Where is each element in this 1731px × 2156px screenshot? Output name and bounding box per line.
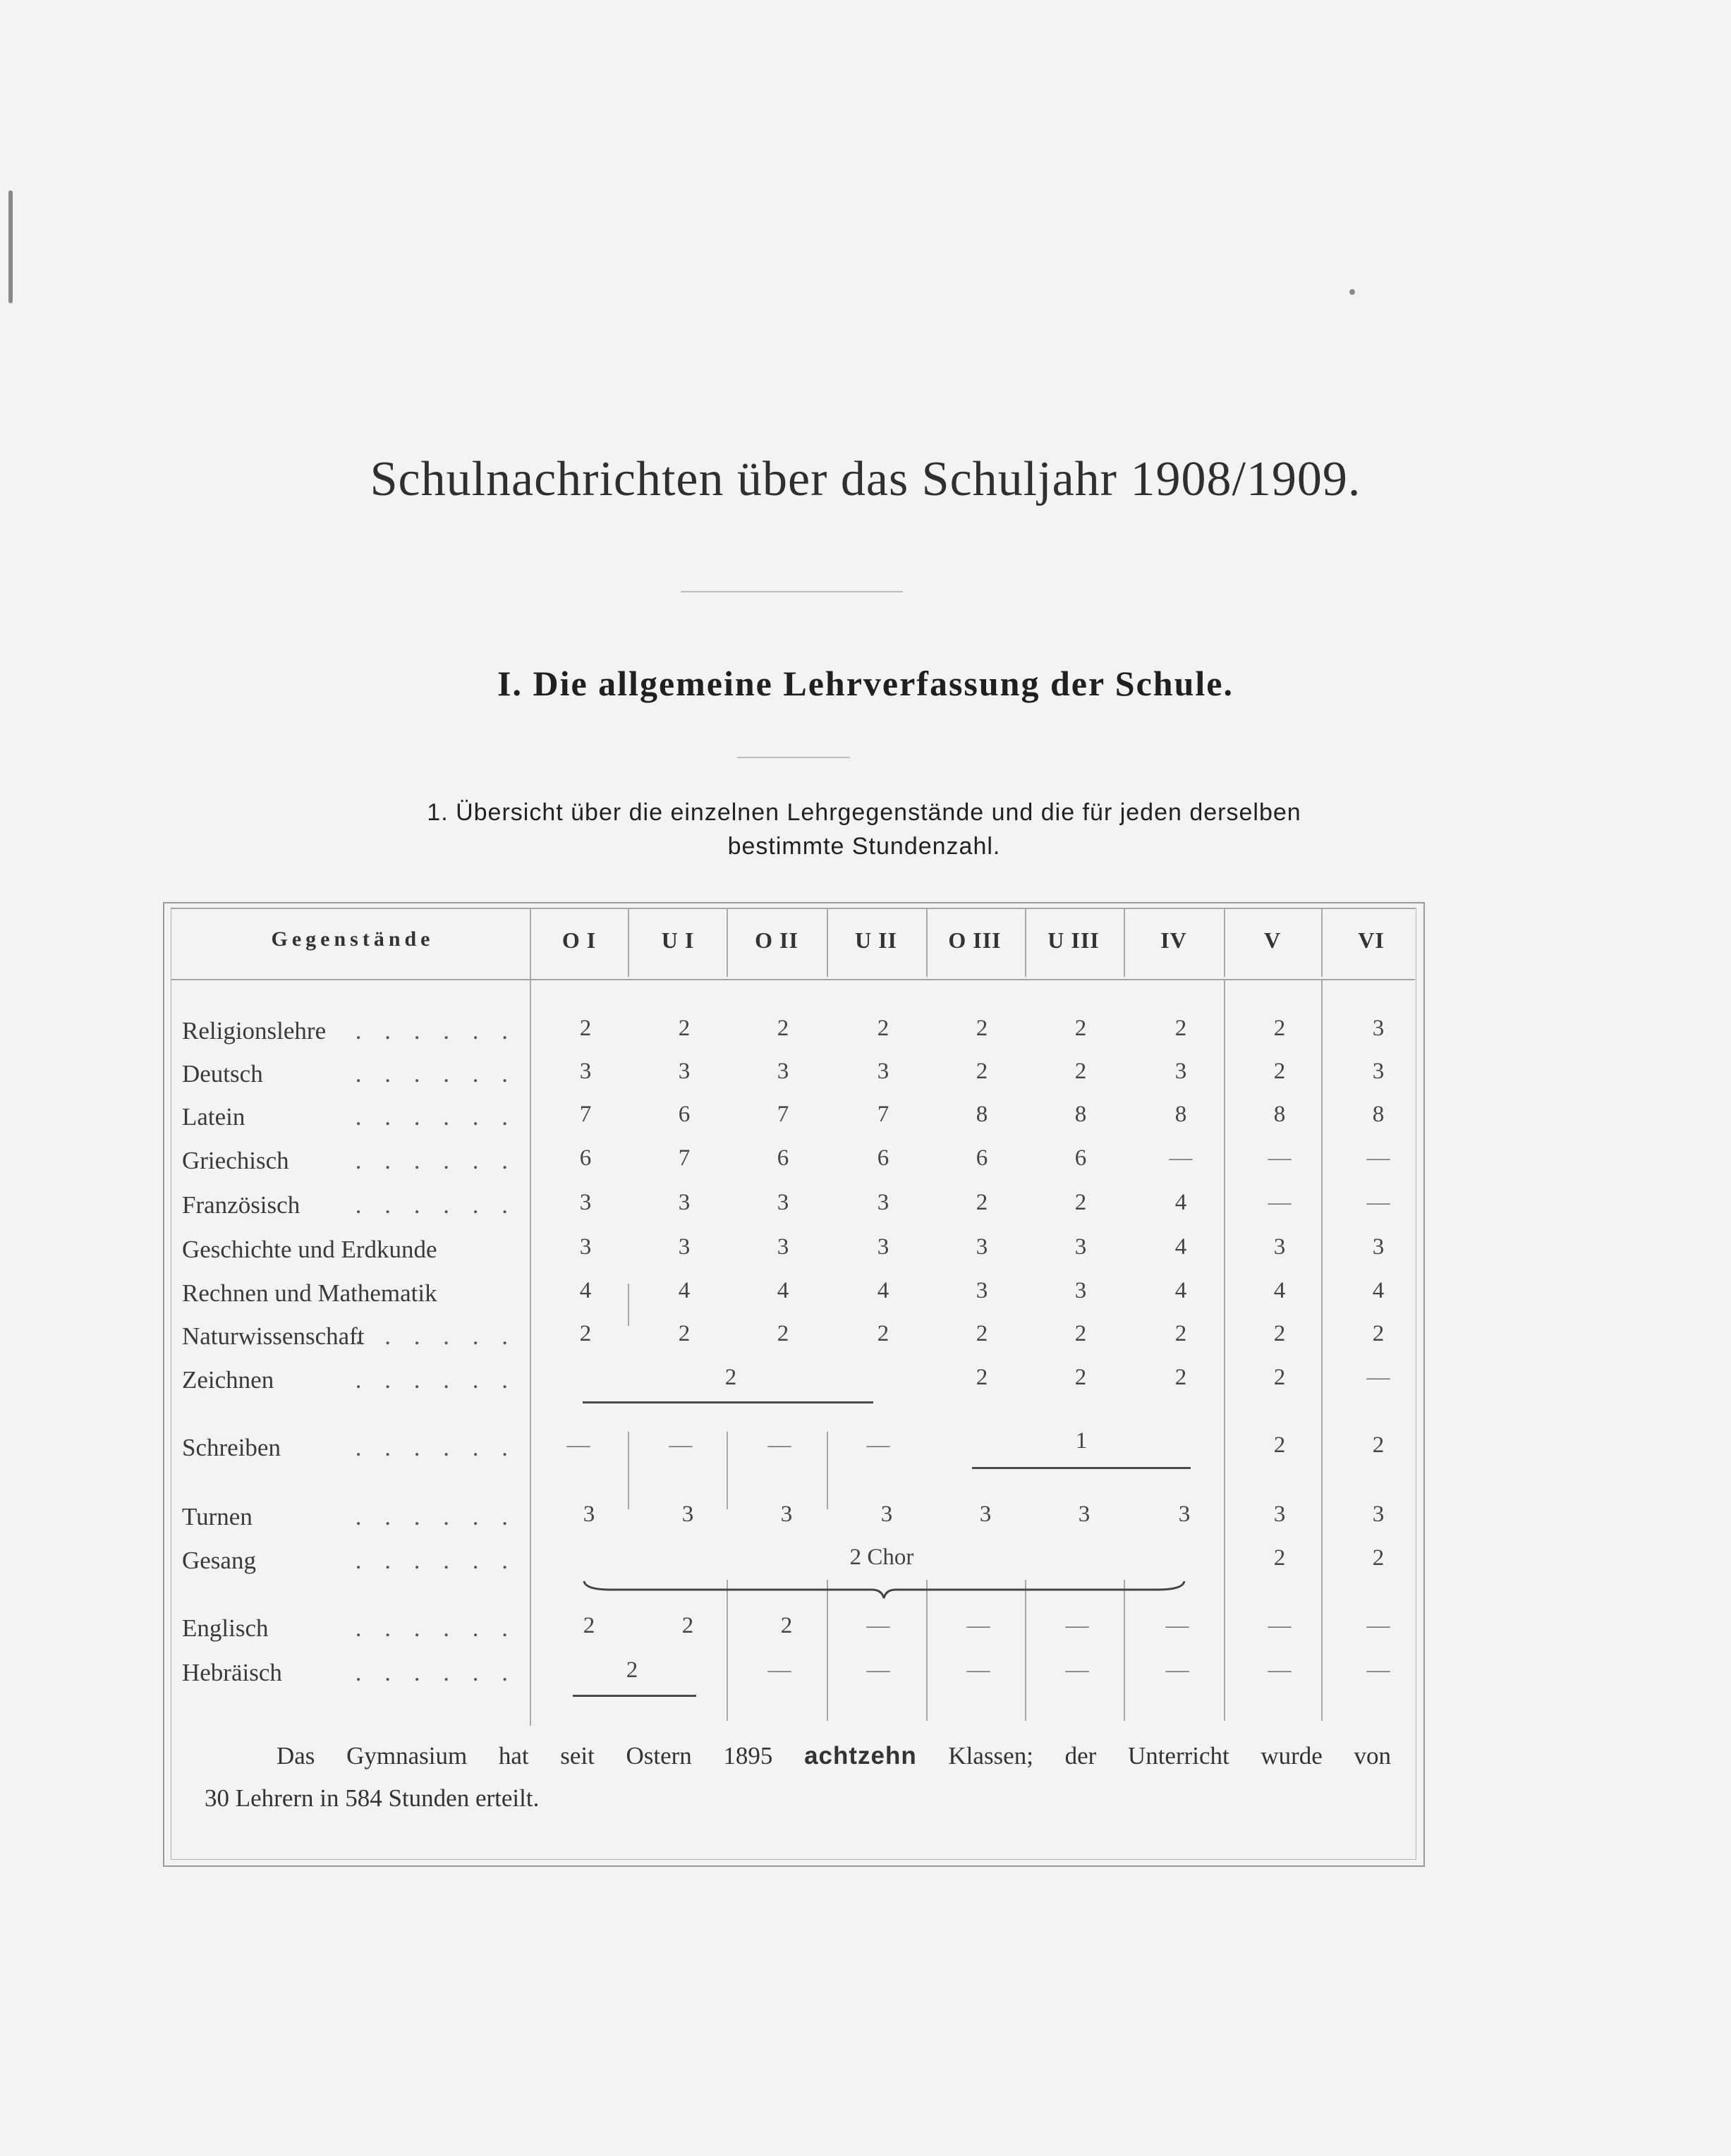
table-cell: 2: [681, 1613, 694, 1638]
row-label-zeichnen: Zeichnen . . . . . .: [182, 1366, 516, 1394]
table-cell: 3: [1078, 1502, 1091, 1527]
table-cell-merged-oi-iv: 2 Chor: [849, 1545, 914, 1570]
merge-brace: [573, 1695, 696, 1697]
column-rule: [1124, 1580, 1125, 1721]
table-cell: —: [1065, 1657, 1089, 1683]
table-cell: 3: [979, 1502, 992, 1527]
binding-mark: [8, 190, 13, 303]
column-rule: [1025, 1580, 1026, 1721]
table-cell: —: [1268, 1190, 1292, 1215]
table-cell: —: [1366, 1145, 1390, 1171]
column-rule: [1321, 980, 1323, 1721]
merge-brace: [583, 1401, 873, 1403]
table-cell: 3: [877, 1190, 889, 1215]
table-cell: 2: [1174, 1365, 1187, 1390]
column-rule: [1224, 980, 1225, 1721]
table-cell: 3: [681, 1502, 694, 1527]
column-rule: [926, 908, 928, 977]
speck: [1349, 289, 1355, 295]
row-label-schreiben: Schreiben . . . . . .: [182, 1434, 516, 1461]
table-cell: 2: [1273, 1016, 1286, 1041]
table-cell: —: [669, 1432, 693, 1458]
table-cell: 8: [1174, 1102, 1187, 1127]
table-cell: 6: [678, 1102, 691, 1127]
table-cell: 2: [1074, 1365, 1087, 1390]
table-cell: 3: [777, 1190, 789, 1215]
overview-heading: [268, 796, 1460, 863]
table-cell: 3: [583, 1502, 595, 1527]
table-cell: 8: [1074, 1102, 1087, 1127]
header-top-rule: [171, 908, 1415, 909]
merge-brace: [972, 1467, 1191, 1469]
table-cell: 2: [1174, 1321, 1187, 1346]
table-cell: 2: [1074, 1059, 1087, 1084]
header-col-oii: O II: [755, 927, 798, 953]
footnote-line-1: Das Gymnasium hat seit Ostern 1895 achtzehn Klassen; der Unterricht wurde von: [277, 1742, 1391, 1770]
table-cell: 2: [1074, 1321, 1087, 1346]
table-cell: 2: [877, 1321, 889, 1346]
footnote-line-2: 30 Lehrern in 584 Stunden erteilt.: [205, 1784, 540, 1812]
table-cell: 8: [1273, 1102, 1286, 1127]
column-rule: [1124, 908, 1125, 977]
table-cell: 2: [777, 1321, 789, 1346]
table-cell: —: [1065, 1613, 1089, 1638]
table-cell: 4: [777, 1278, 789, 1303]
table-cell: —: [866, 1613, 890, 1638]
row-label-turnen: Turnen . . . . . .: [182, 1503, 516, 1530]
table-cell: 7: [678, 1145, 691, 1171]
table-cell: 2: [976, 1016, 988, 1041]
row-label-naturwissenschaft: Naturwissenschaft . . . . . .: [182, 1322, 516, 1350]
table-cell: 7: [877, 1102, 889, 1127]
table-cell: —: [866, 1432, 890, 1458]
row-label-griechisch: Griechisch . . . . . .: [182, 1147, 516, 1174]
table-cell: 3: [1074, 1278, 1087, 1303]
table-cell: —: [1268, 1613, 1292, 1638]
header-subject: Gegenstände: [271, 927, 435, 951]
table-cell: —: [1165, 1657, 1189, 1683]
table-cell: 3: [678, 1190, 691, 1215]
table-cell: 8: [976, 1102, 988, 1127]
table-cell: 2: [678, 1016, 691, 1041]
table-cell: —: [767, 1432, 791, 1458]
column-rule: [827, 908, 828, 977]
table-cell: —: [1165, 1613, 1189, 1638]
table-cell: —: [1169, 1145, 1193, 1171]
header-col-uii: U II: [854, 927, 897, 953]
table-cell: 2: [1273, 1059, 1286, 1084]
table-cell: 2: [777, 1016, 789, 1041]
table-cell: 3: [1273, 1502, 1286, 1527]
table-cell: 3: [877, 1234, 889, 1260]
row-label-englisch: Englisch . . . . . .: [182, 1614, 516, 1642]
row-label-geschichte: Geschichte und Erdkunde: [182, 1236, 437, 1263]
table-cell: 3: [678, 1234, 691, 1260]
header-col-ui: U I: [661, 927, 695, 953]
table-cell: —: [566, 1432, 590, 1458]
column-rule: [628, 1432, 629, 1509]
table-cell: 2: [583, 1613, 595, 1638]
header-col-iv: IV: [1160, 927, 1187, 953]
column-rule: [1025, 908, 1026, 977]
table-cell: —: [1366, 1657, 1390, 1683]
column-rule: [926, 1580, 928, 1721]
row-label-gesang: Gesang . . . . . .: [182, 1547, 516, 1574]
column-rule: [628, 908, 629, 977]
table-cell: 4: [1174, 1234, 1187, 1260]
table-cell: 3: [579, 1059, 592, 1084]
table-cell-merged-oi-ui: 2: [626, 1657, 638, 1683]
header-col-uiii: U III: [1047, 927, 1100, 953]
table-cell: 3: [1372, 1059, 1385, 1084]
header-col-oiii: O III: [948, 927, 1002, 953]
page-title: Schulnachrichten über das Schuljahr 1908/1909.: [370, 452, 1361, 506]
column-rule: [727, 1432, 728, 1509]
table-cell: 2: [1273, 1365, 1286, 1390]
row-label-rechnen: Rechnen und Mathematik: [182, 1279, 437, 1307]
table-cell: 3: [678, 1059, 691, 1084]
table-cell: 2: [678, 1321, 691, 1346]
table-cell: 3: [1178, 1502, 1191, 1527]
table-cell: 2: [780, 1613, 793, 1638]
column-rule: [1224, 908, 1225, 977]
table-cell: 3: [1372, 1502, 1385, 1527]
table-cell: 2: [877, 1016, 889, 1041]
table-cell: 6: [976, 1145, 988, 1171]
table-cell: 3: [1372, 1234, 1385, 1260]
table-cell: 3: [777, 1059, 789, 1084]
table-cell: —: [1366, 1365, 1390, 1390]
table-cell: 3: [1174, 1059, 1187, 1084]
table-cell: 3: [579, 1234, 592, 1260]
table-cell: 4: [579, 1278, 592, 1303]
header-col-oi: O I: [561, 927, 597, 953]
table-cell: 7: [579, 1102, 592, 1127]
table-cell: 2: [976, 1059, 988, 1084]
section-heading: I. Die allgemeine Lehrverfassung der Schule.: [497, 664, 1234, 703]
table-cell: 2: [1372, 1432, 1385, 1458]
header-col-vi: VI: [1358, 927, 1385, 953]
table-cell: 2: [579, 1321, 592, 1346]
table-cell: —: [1268, 1145, 1292, 1171]
table-cell: 6: [1074, 1145, 1087, 1171]
table-cell: 6: [777, 1145, 789, 1171]
table-cell: 2: [976, 1190, 988, 1215]
table-cell: —: [966, 1613, 990, 1638]
table-cell: 4: [1273, 1278, 1286, 1303]
title-rule: [681, 591, 903, 592]
table-cell: 3: [1372, 1016, 1385, 1041]
table-cell: —: [1366, 1613, 1390, 1638]
table-cell: —: [1268, 1657, 1292, 1683]
table-cell: 3: [780, 1502, 793, 1527]
curly-brace: [583, 1580, 1186, 1601]
table-cell: 4: [1174, 1190, 1187, 1215]
table-cell: 2: [1372, 1545, 1385, 1571]
column-rule: [530, 908, 531, 1726]
table-cell: 3: [976, 1278, 988, 1303]
table-cell: 3: [1074, 1234, 1087, 1260]
row-label-franzoesisch: Französisch . . . . . .: [182, 1191, 516, 1219]
column-rule: [827, 1580, 828, 1721]
table-footnote: [178, 1735, 1391, 1820]
table-cell-merged-oi-uii: 2: [724, 1365, 737, 1390]
table-cell: 4: [877, 1278, 889, 1303]
table-cell: —: [767, 1657, 791, 1683]
table-cell: —: [1366, 1190, 1390, 1215]
row-label-latein: Latein . . . . . .: [182, 1103, 516, 1131]
table-cell: 2: [1074, 1190, 1087, 1215]
table-cell: 2: [1174, 1016, 1187, 1041]
table-cell: 4: [1174, 1278, 1187, 1303]
row-label-deutsch: Deutsch . . . . . .: [182, 1060, 516, 1088]
column-rule: [1321, 908, 1323, 977]
table-cell: 4: [1372, 1278, 1385, 1303]
footnote-emphasis: achtzehn: [804, 1742, 917, 1770]
column-rule: [727, 908, 728, 977]
overview-line-1: 1. Übersicht über die einzelnen Lehrgegenstände und die für jeden derselben: [427, 799, 1301, 826]
overview-line-2: bestimmte Stundenzahl.: [727, 833, 1001, 860]
table-cell: 3: [777, 1234, 789, 1260]
table-cell: 3: [976, 1234, 988, 1260]
table-cell: 2: [579, 1016, 592, 1041]
table-cell: 2: [1273, 1432, 1286, 1458]
table-cell: 3: [579, 1190, 592, 1215]
table-cell: 3: [880, 1502, 893, 1527]
table-cell: 2: [1372, 1321, 1385, 1346]
table-cell: 2: [1074, 1016, 1087, 1041]
table-cell: 2: [1273, 1321, 1286, 1346]
table-cell: 4: [678, 1278, 691, 1303]
table-cell: 3: [877, 1059, 889, 1084]
header-bottom-rule: [171, 979, 1415, 980]
section-rule: [737, 757, 850, 758]
row-label-hebraeisch: Hebräisch . . . . . .: [182, 1659, 516, 1686]
header-col-v: V: [1263, 927, 1282, 953]
table-cell: —: [966, 1657, 990, 1683]
table-cell: 8: [1372, 1102, 1385, 1127]
table-cell: 3: [1273, 1234, 1286, 1260]
table-cell: 2: [1273, 1545, 1286, 1571]
table-cell: 2: [976, 1365, 988, 1390]
column-rule: [827, 1432, 828, 1509]
table-cell: 2: [976, 1321, 988, 1346]
table-cell: 6: [877, 1145, 889, 1171]
row-label-religionslehre: Religionslehre . . . . . .: [182, 1017, 516, 1044]
table-cell-merged-oiii-iv: 1: [1075, 1428, 1088, 1454]
column-rule: [628, 1284, 629, 1326]
table-cell: 7: [777, 1102, 789, 1127]
table-cell: —: [866, 1657, 890, 1683]
column-rule: [727, 1580, 728, 1721]
table-cell: 6: [579, 1145, 592, 1171]
